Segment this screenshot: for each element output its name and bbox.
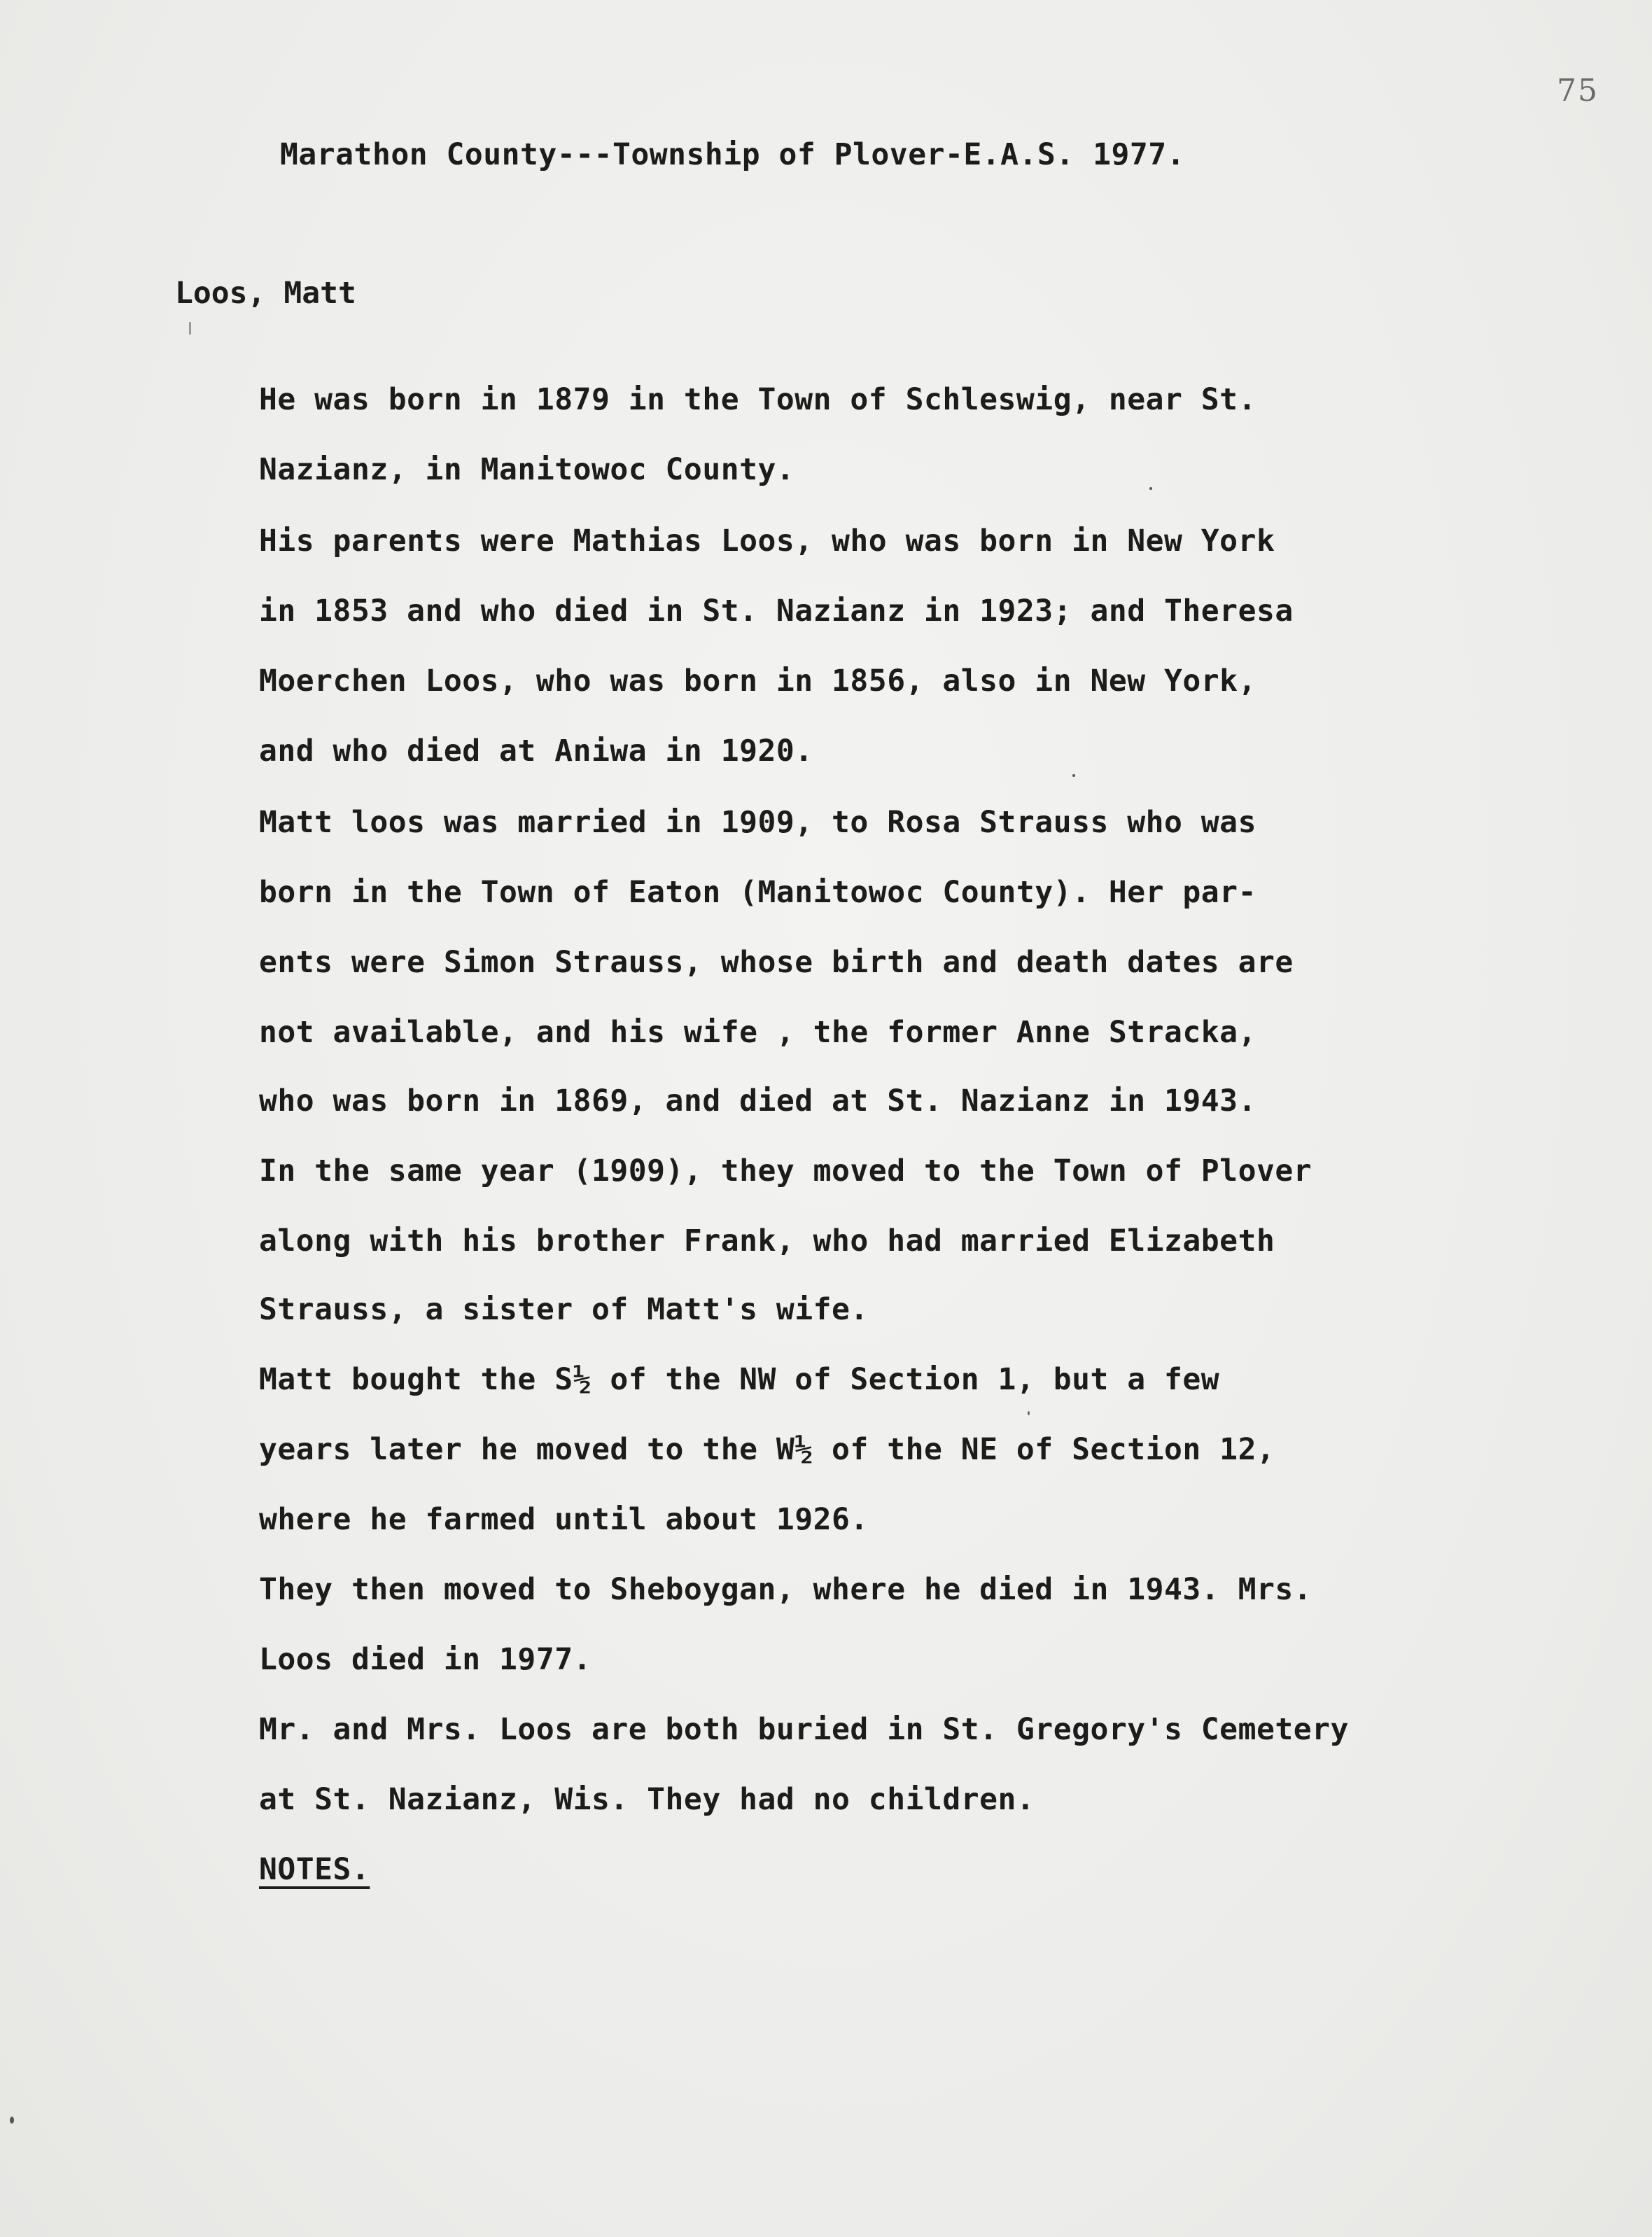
text-line: along with his brother Frank, who had married Elizabeth (259, 1223, 1275, 1258)
paper-speck (10, 2117, 14, 2124)
text-line: Matt bought the S½ of the NW of Section 1, but a few (259, 1362, 1220, 1397)
text-line: where he farmed until about 1926. (259, 1502, 869, 1537)
text-line: at St. Nazianz, Wis. They had no children. (259, 1782, 1035, 1817)
text-line: He was born in 1879 in the Town of Schleswig, near St. (259, 382, 1256, 417)
paper-speck (1072, 774, 1075, 777)
text-line: Mr. and Mrs. Loos are both buried in St. Gregory's Cemetery (259, 1712, 1349, 1747)
text-line: in 1853 and who died in St. Nazianz in 1923; and Theresa (259, 594, 1294, 629)
paper-speck (1028, 1411, 1030, 1415)
text-line: His parents were Mathias Loos, who was born in New York (259, 524, 1275, 559)
subject-name: Loos, Matt (175, 276, 356, 311)
text-line: years later he moved to the W½ of the NE of Section 12, (259, 1432, 1275, 1467)
text-line: Matt loos was married in 1909, to Rosa Strauss who was (259, 805, 1256, 840)
text-line: Nazianz, in Manitowoc County. (259, 452, 795, 487)
text-line: They then moved to Sheboygan, where he died in 1943. Mrs. (259, 1572, 1312, 1607)
text-line: Moerchen Loos, who was born in 1856, also in New York, (259, 664, 1256, 699)
notes-label: NOTES. (259, 1852, 370, 1887)
text-line: Strauss, a sister of Matt's wife. (259, 1292, 869, 1327)
text-line: who was born in 1869, and died at St. Nazianz in 1943. (259, 1084, 1256, 1118)
text-line: and who died at Aniwa in 1920. (259, 734, 813, 769)
text-line: not available, and his wife , the former Anne Stracka, (259, 1015, 1256, 1050)
text-line: In the same year (1909), they moved to the Town of Plover (259, 1153, 1312, 1188)
page-number: 75 (1557, 73, 1599, 108)
text-line: Loos died in 1977. (259, 1642, 592, 1677)
document-heading: Marathon County---Township of Plover-E.A.S. 1977. (280, 137, 1186, 172)
text-line: born in the Town of Eaton (Manitowoc County). Her par- (259, 875, 1256, 910)
paper-speck (1149, 487, 1152, 490)
paper-speck (189, 322, 191, 335)
text-line: ents were Simon Strauss, whose birth and death dates are (259, 945, 1294, 980)
